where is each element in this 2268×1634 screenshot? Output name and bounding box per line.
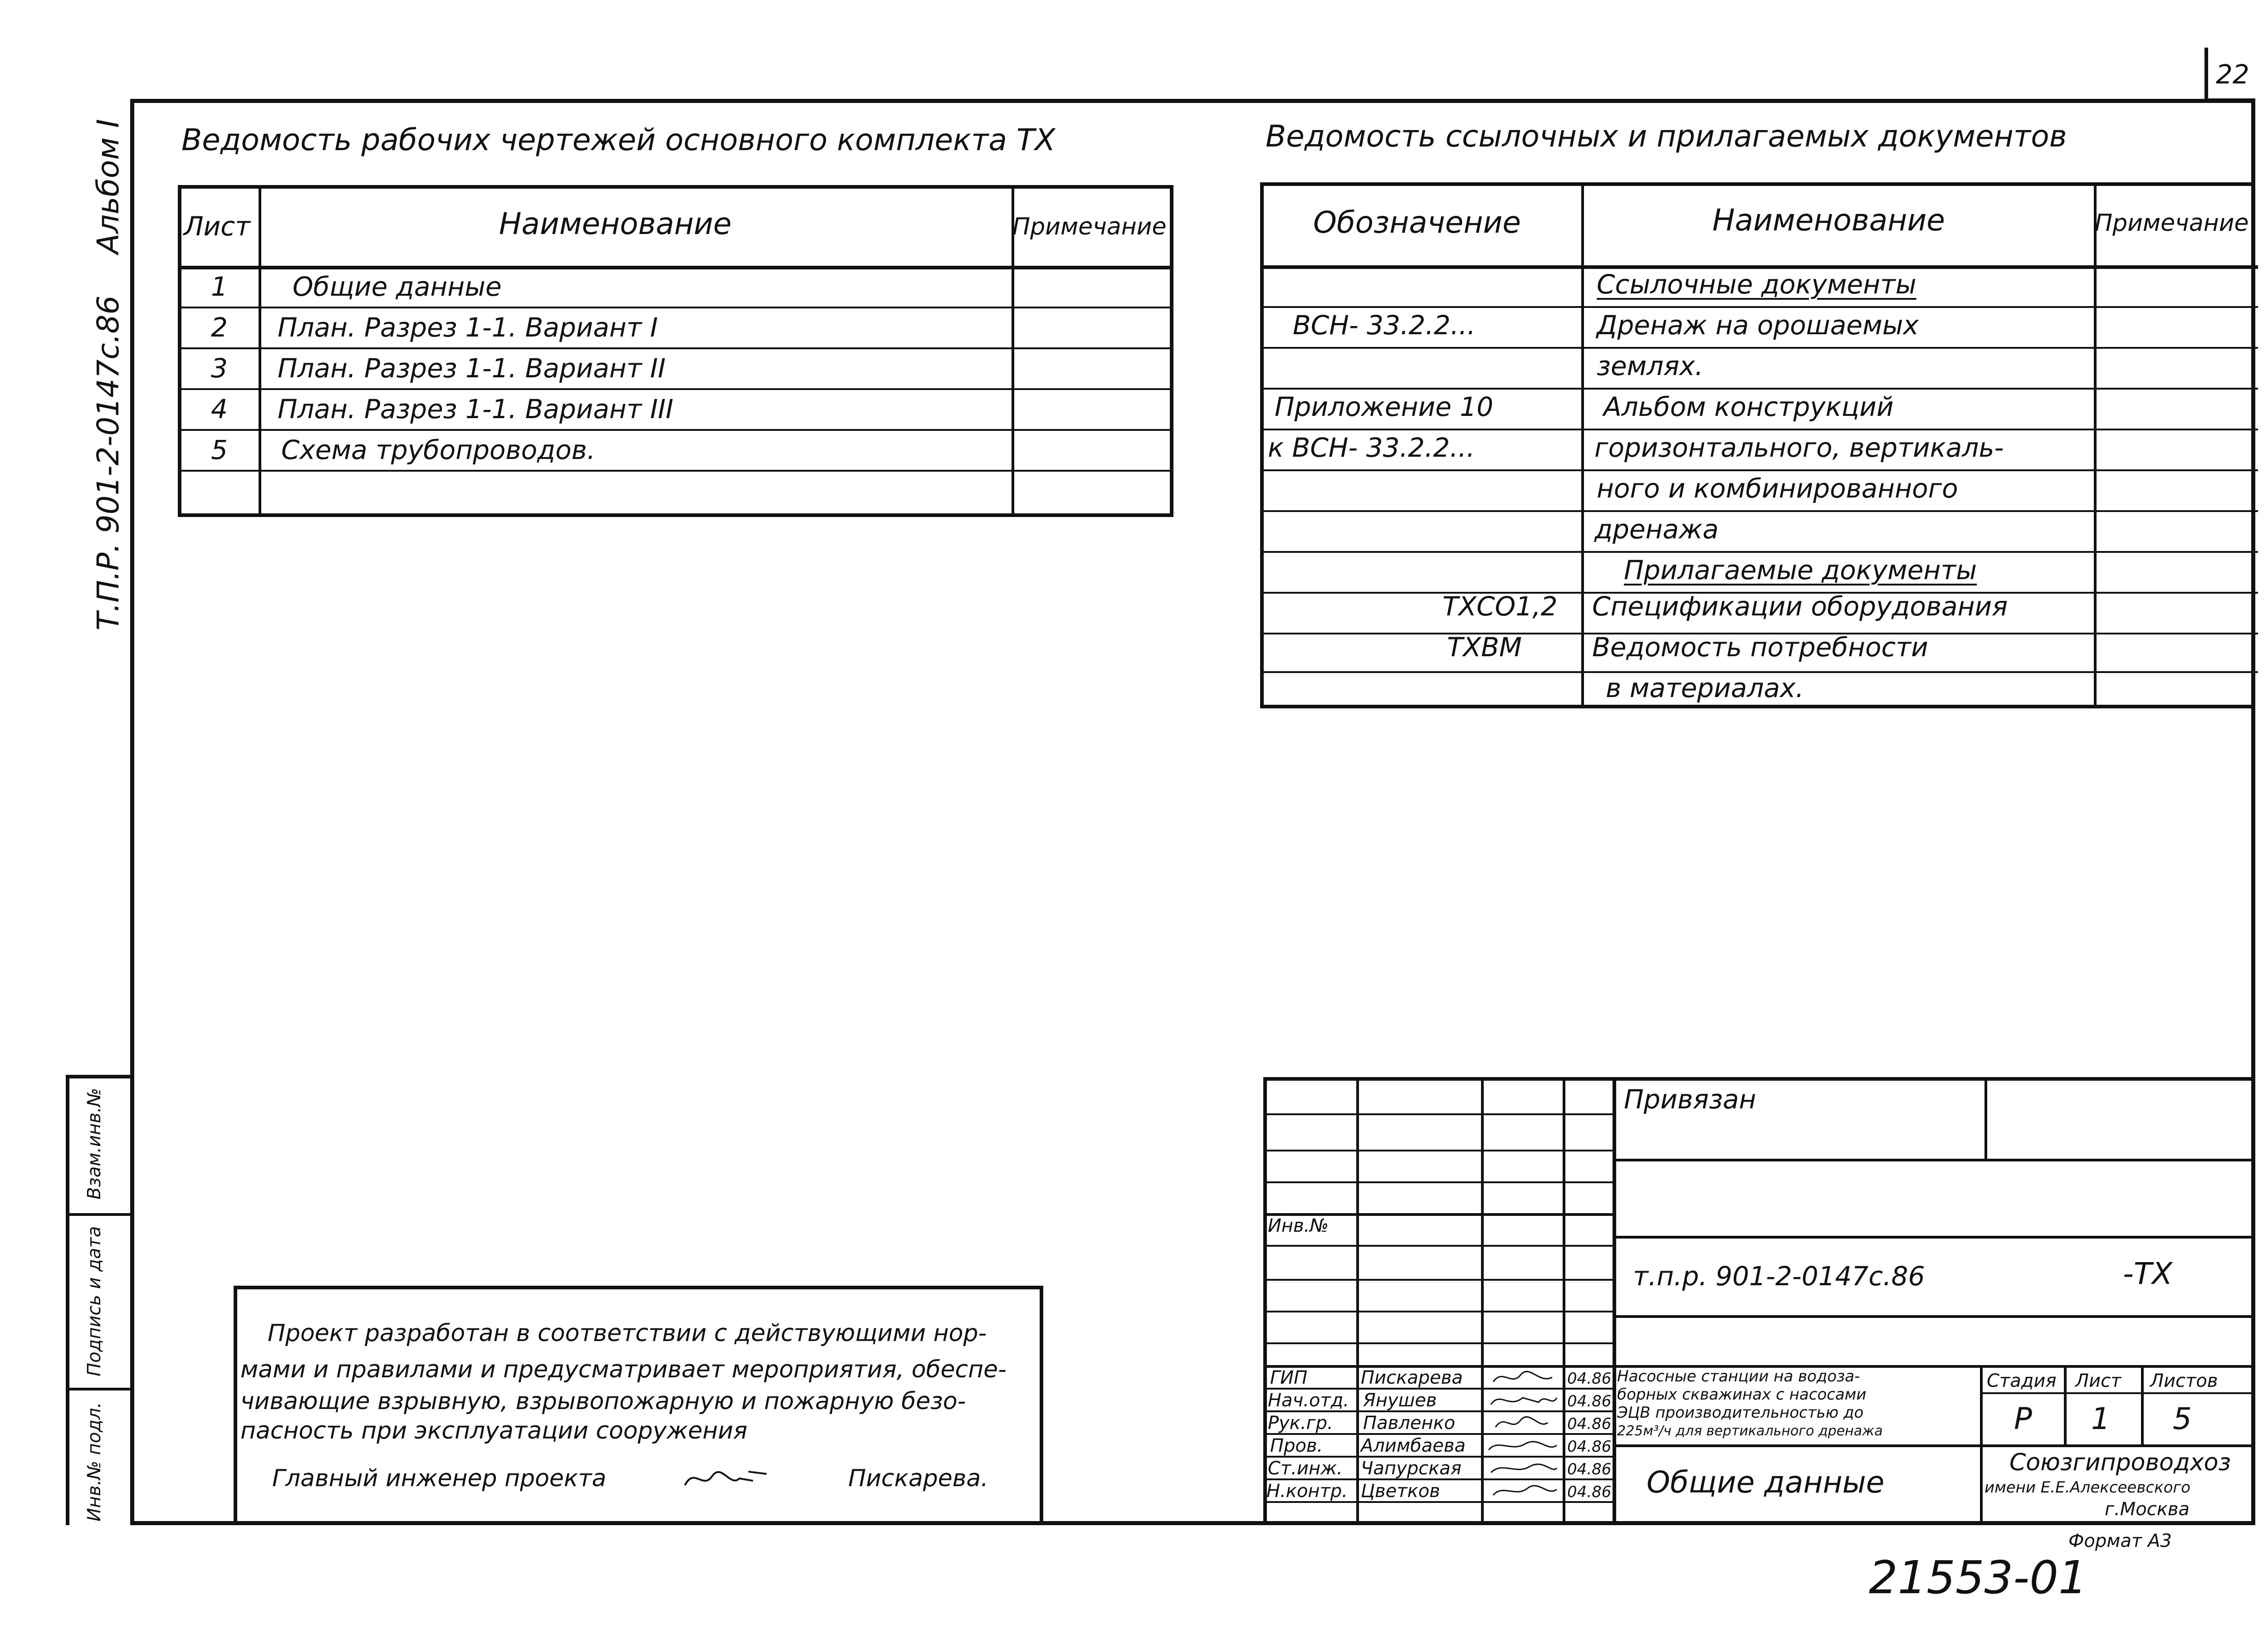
doc-code: т.п.р. 901-2-0147с.86 [1633,1261,1925,1292]
right-row-name: Прилагаемые документы [1624,555,1977,585]
right-row-code: Приложение 10 [1275,391,1494,422]
signer-date: 04.86 [1567,1460,1612,1478]
album-label: Альбом I [91,119,126,254]
chief-engineer-label: Главный инженер проекта [272,1465,606,1492]
binding-strip-top [66,1075,134,1078]
chief-engineer-name: Пискарева. [848,1465,988,1492]
inv-podl-label: Инв.№ подл. [84,1402,105,1522]
left-row-sheet: 3 [211,353,228,384]
right-table-title: Ведомость ссылочных и прилагаемых документов [1266,119,2067,154]
left-row-name: План. Разрез 1-1. Вариант III [278,394,674,424]
right-row-name: дренажа [1594,514,1719,545]
org-line: Союзгипроводхоз [2009,1449,2231,1476]
left-row-sheet: 1 [211,271,228,302]
signer-date: 04.86 [1567,1392,1612,1410]
signer-name: Чапурская [1361,1458,1461,1479]
signer-date: 04.86 [1567,1438,1612,1456]
right-header-code: Обозначение [1313,205,1521,240]
project-code-side: Т.П.Р. 901-2-0147с.86 [91,295,126,630]
sheets-label: Листов [2150,1371,2218,1391]
signatures-column [1484,1366,1561,1502]
signer-role: ГИП [1270,1367,1308,1388]
description-line: ЭЦВ производительностью до [1617,1404,1864,1422]
left-header-name: Наименование [499,206,732,241]
inv-no-label: Инв.№ [1268,1215,1329,1236]
signer-name: Павленко [1363,1413,1456,1434]
signer-role: Нач.отд. [1268,1390,1349,1411]
stage-label: Стадия [1987,1371,2057,1391]
page-number: 22 [2216,59,2249,90]
stage-value: Р [2014,1401,2032,1436]
vzam-inv-label: Взам.инв.№ [84,1088,105,1200]
right-row-code: ТХВМ [1447,632,1522,663]
signer-name: Янушев [1363,1390,1437,1411]
right-row-name: Спецификации оборудования [1592,591,2008,622]
left-row-sheet: 4 [211,394,228,424]
sheet-label: Лист [2075,1371,2121,1391]
podpis-data-label: Подпись и дата [84,1226,105,1376]
signer-date: 04.86 [1567,1370,1612,1388]
left-row-name: Общие данные [293,271,502,302]
note-line: Проект разработан в соответствии с действующими нор- [268,1320,987,1347]
sheet-title: Общие данные [1647,1465,1885,1500]
binding-strip-div2 [66,1388,134,1390]
org-line: имени Е.Е.Алексеевского [1984,1478,2191,1497]
archive-number: 21553-01 [1869,1551,2087,1604]
right-header-note: Примечание [2095,210,2249,237]
signer-role: Пров. [1270,1435,1323,1456]
signer-name: Алимбаева [1361,1435,1466,1456]
right-row-name: землях. [1597,351,1704,381]
left-row-sheet: 5 [211,434,228,465]
note-line: чивающие взрывную, взрывопожарную и пожарную безо- [240,1388,966,1415]
right-row-name: ного и комбинированного [1597,473,1958,504]
left-row-sheet: 2 [211,312,228,343]
right-row-name: в материалах. [1606,673,1804,703]
right-row-name: Ссылочные документы [1597,269,1916,300]
right-row-code: к ВСН- 33.2.2... [1268,432,1475,463]
description-line: Насосные станции на водоза- [1617,1367,1860,1385]
description-line: 225м³/ч для вертикального дренажа [1617,1423,1883,1439]
signer-date: 04.86 [1567,1415,1612,1433]
left-row-name: Схема трубопроводов. [281,434,596,465]
chief-signature [680,1463,798,1494]
description-line: борных скважинах с насосами [1617,1385,1867,1404]
right-row-name: Дренаж на орошаемых [1597,310,1919,341]
left-header-note: Примечание [1012,213,1167,240]
privyazan-label: Привязан [1624,1084,1756,1115]
right-row-name: Ведомость потребности [1592,632,1928,663]
note-line: пасность при эксплуатации сооружения [240,1417,748,1444]
right-header-name: Наименование [1712,203,1945,238]
signer-role: Н.контр. [1266,1481,1348,1502]
signer-date: 04.86 [1567,1483,1612,1501]
right-row-code: ВСН- 33.2.2... [1293,310,1476,341]
signer-role: Рук.гр. [1268,1413,1333,1434]
format-label: Формат А3 [2068,1531,2172,1551]
left-row-name: План. Разрез 1-1. Вариант II [278,353,666,384]
doc-suffix: -ТХ [2123,1256,2173,1291]
org-line: г.Москва [2105,1499,2190,1520]
binding-strip-line [66,1075,69,1525]
binding-strip-div1 [66,1213,134,1216]
sheet-value: 1 [2091,1401,2110,1436]
note-line: мами и правилами и предусматривает мероприятия, обеспе- [240,1356,1007,1383]
right-row-code: ТХСО1,2 [1442,591,1558,622]
right-row-name: горизонтального, вертикаль- [1594,432,2004,463]
signer-name: Цветков [1361,1481,1440,1502]
left-row-name: План. Разрез 1-1. Вариант I [278,312,658,343]
signer-name: Пискарева [1361,1367,1463,1388]
left-header-sheet: Лист [184,211,250,242]
right-row-name: Альбом конструкций [1603,391,1894,422]
signer-role: Ст.инж. [1268,1458,1343,1479]
left-table-title: Ведомость рабочих чертежей основного комплекта ТХ [181,122,1056,157]
sheets-value: 5 [2173,1401,2192,1436]
